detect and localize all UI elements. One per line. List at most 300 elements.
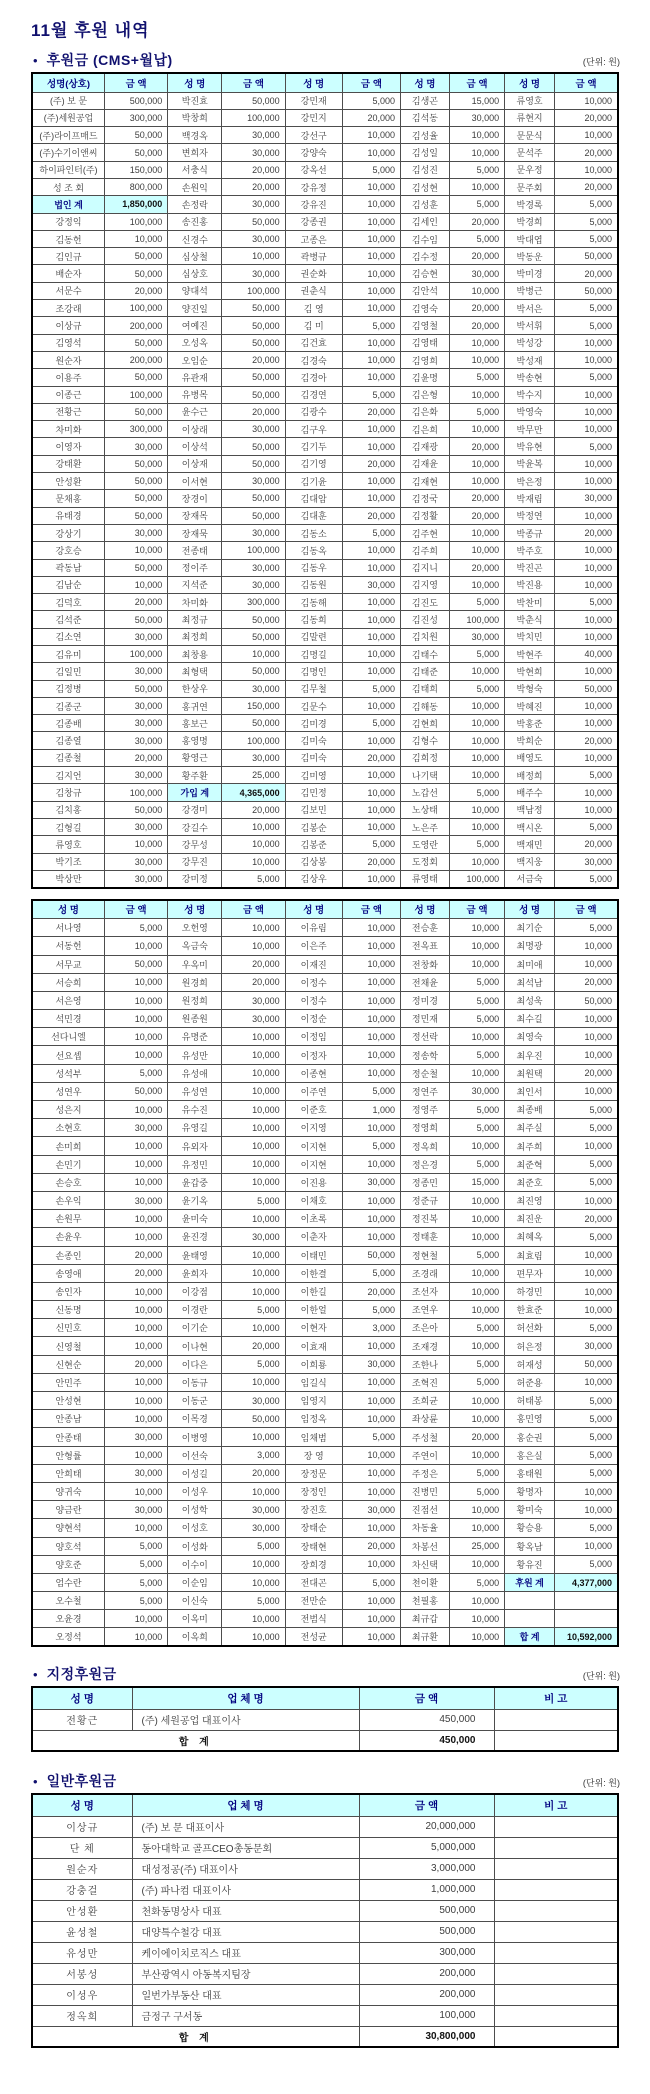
- cell-name: 김형수: [400, 732, 449, 749]
- cell-amount: 10,000: [104, 1137, 167, 1155]
- cell-amount: 10,000: [342, 1373, 400, 1391]
- cell-name: 김동희: [285, 611, 342, 628]
- cell-name: 임길식: [285, 1373, 342, 1391]
- cell-amount: 10,000: [555, 611, 618, 628]
- cell-amount: 10,000: [555, 1264, 618, 1282]
- cell-amount: 10,000: [342, 870, 400, 887]
- cell-name: 정준규: [400, 1191, 449, 1209]
- cell-amount: 50,000: [222, 334, 285, 351]
- cell-name: 이서현: [168, 473, 222, 490]
- cell-name: 심상호: [168, 265, 222, 282]
- cell-name: 김무철: [285, 680, 342, 697]
- cell-amount: 30,000: [104, 767, 167, 784]
- cell-name: 김영태: [400, 334, 449, 351]
- cell-amount: 5,000: [222, 1355, 285, 1373]
- cell-amount: 5,000: [449, 1482, 504, 1500]
- cell-name: 조선자: [400, 1282, 449, 1300]
- cell-name: 원정희: [168, 991, 222, 1009]
- cell-amount: 10,000: [555, 749, 618, 766]
- cell-name: 김동원: [285, 576, 342, 593]
- cell-name: 서동헌: [32, 937, 104, 955]
- cell-amount: 5,000: [555, 1446, 618, 1464]
- cell-name: 김경연: [285, 386, 342, 403]
- cell-amount: 5,000: [104, 1064, 167, 1082]
- cell-name: 이진용: [285, 1173, 342, 1191]
- cell-amount: 10,000: [222, 1028, 285, 1046]
- table-row: [32, 991, 618, 1009]
- cell-name: 최진운: [505, 1210, 555, 1228]
- table-row: [32, 1046, 618, 1064]
- cell-name: 조혁진: [400, 1373, 449, 1391]
- cell-name: 성연우: [32, 1082, 104, 1100]
- cell-amount: 100,000: [222, 732, 285, 749]
- cell-amount: 10,000: [555, 1046, 618, 1064]
- cell-amount: 30,000: [555, 853, 618, 870]
- cell-name: 곽병규: [285, 248, 342, 265]
- cell-name: 이동군: [168, 1392, 222, 1410]
- cell-name: 임영지: [285, 1392, 342, 1410]
- cell-amount: 10,000: [449, 1501, 504, 1519]
- cell-name: 김윤명: [400, 369, 449, 386]
- cell-amount: 10,000: [555, 351, 618, 368]
- cell-amount: 5,000: [449, 1101, 504, 1119]
- cell-amount: 5,000: [555, 317, 618, 334]
- cell-amount: 10,000: [342, 628, 400, 645]
- table-row: [32, 334, 618, 351]
- cell-name: 김 영: [285, 300, 342, 317]
- cell-name: 안성환: [32, 1900, 132, 1921]
- cell-name: 김동우: [285, 559, 342, 576]
- table-row: [32, 818, 618, 835]
- cell-name: 진병민: [400, 1482, 449, 1500]
- cell-amount: 10,000: [342, 1592, 400, 1610]
- table-row: [32, 1963, 618, 1984]
- cell-amount: 5,000: [222, 1191, 285, 1209]
- section-title-general: 일반후원금: [46, 1773, 117, 1790]
- cell-name: 김석준: [32, 611, 104, 628]
- cell-name: 허선화: [505, 1319, 555, 1337]
- cell-amount: 10,000: [449, 1592, 504, 1610]
- cell-amount: 30,000: [342, 1173, 400, 1191]
- cell-name: 이준호: [285, 1101, 342, 1119]
- cell-name: 김말련: [285, 628, 342, 645]
- cell-amount: 50,000: [222, 715, 285, 732]
- cell-company: 대성정공(주) 대표이사: [132, 1858, 359, 1879]
- cell-amount: 5,000: [104, 1573, 167, 1591]
- cell-amount: 10,000: [555, 161, 618, 178]
- cell-name: 천필홍: [400, 1592, 449, 1610]
- column-header: 금 액: [359, 1687, 494, 1709]
- cell-amount: 5,000: [342, 1264, 400, 1282]
- cell-amount: 100,000: [449, 870, 504, 887]
- cell-name: 문문식: [505, 127, 555, 144]
- column-header: 성 명: [505, 73, 555, 92]
- cell-amount: 10,000: [449, 542, 504, 559]
- table-row: [32, 1191, 618, 1209]
- cell-amount2: 450,000: [359, 1709, 494, 1730]
- table-row: [32, 1264, 618, 1282]
- cell-name: 김영철: [400, 317, 449, 334]
- cell-name: 손원익: [168, 178, 222, 195]
- cell-amount: 30,000: [104, 1428, 167, 1446]
- cell-amount: 5,000: [342, 386, 400, 403]
- cell-amount: 30,000: [449, 628, 504, 645]
- cell-name: 이한얼: [285, 1301, 342, 1319]
- table-row: [32, 1446, 618, 1464]
- cell-name: 유성만: [168, 1046, 222, 1064]
- table-row: [32, 1246, 618, 1264]
- cell-name: 손미희: [32, 1137, 104, 1155]
- cell-amount: 20,000: [222, 1464, 285, 1482]
- cell-name: 김명길: [285, 646, 342, 663]
- cell-amount: 5,000: [342, 1301, 400, 1319]
- cell-amount: 5,000: [449, 1046, 504, 1064]
- cell-name: 홍태원: [505, 1464, 555, 1482]
- cell-amount: 20,000: [222, 955, 285, 973]
- cell-amount: 50,000: [222, 92, 285, 109]
- cell-name: 이동규: [168, 1373, 222, 1391]
- cell-name: 성 조 회: [32, 178, 104, 195]
- cell-amount: 5,000: [555, 1392, 618, 1410]
- cell-name: 차봉선: [400, 1537, 449, 1555]
- table-row: [32, 1592, 618, 1610]
- cell-name: 김진도: [400, 594, 449, 611]
- cell-amount: 100,000: [222, 109, 285, 126]
- cell-amount: 20,000: [342, 109, 400, 126]
- cell-name: 김성율: [400, 127, 449, 144]
- cell-name: 나기택: [400, 767, 449, 784]
- cell-amount: 10,000: [449, 1337, 504, 1355]
- cell-name: (주)수기이앤씨: [32, 144, 104, 161]
- cell-amount: 10,000: [449, 473, 504, 490]
- cell-name: 김성일: [400, 144, 449, 161]
- cell-name: 김남순: [32, 576, 104, 593]
- cell-name: 김안석: [400, 282, 449, 299]
- cell-amount: 10,000: [104, 836, 167, 853]
- cell-amount: 20,000: [449, 300, 504, 317]
- cell-amount: 10,592,000: [555, 1628, 618, 1646]
- table-row: [32, 1392, 618, 1410]
- cell-amount: 10,000: [449, 715, 504, 732]
- table-row: [32, 282, 618, 299]
- cell-company: (주) 세원공업 대표이사: [132, 1709, 359, 1730]
- cell-name: 이종현: [285, 1064, 342, 1082]
- cell-amount: 10,000: [555, 628, 618, 645]
- cell-name: 김경아: [285, 369, 342, 386]
- cell-amount: 10,000: [342, 991, 400, 1009]
- column-header: 업 체 명: [132, 1794, 359, 1816]
- cell-amount: 100,000: [104, 300, 167, 317]
- cell-amount: 30,000: [104, 732, 167, 749]
- cell-name: 김광수: [285, 403, 342, 420]
- cell-amount: 20,000: [104, 749, 167, 766]
- cell-name: 장정문: [285, 1464, 342, 1482]
- cell-name: 황옥남: [505, 1537, 555, 1555]
- cell-amount: 10,000: [555, 937, 618, 955]
- cell-amount: 10,000: [222, 937, 285, 955]
- cell-amount: 20,000: [449, 1428, 504, 1446]
- cell-name: 원순자: [32, 1858, 132, 1879]
- cell-name: (주) 보 문: [32, 92, 104, 109]
- cell-name: 유외자: [168, 1137, 222, 1155]
- cell-name: 최혜옥: [505, 1228, 555, 1246]
- cell-name: 전채윤: [400, 973, 449, 991]
- cell-amount: 10,000: [222, 646, 285, 663]
- cell-amount: 10,000: [222, 1373, 285, 1391]
- cell-amount: 10,000: [449, 732, 504, 749]
- cell-name: 정민재: [400, 1010, 449, 1028]
- cell-amount: 10,000: [104, 1392, 167, 1410]
- cell-name: 박재림: [505, 490, 555, 507]
- cell-company: (주) 보 문 대표이사: [132, 1816, 359, 1837]
- cell-name: 김재현: [400, 473, 449, 490]
- cell-amount: 10,000: [222, 1173, 285, 1191]
- cell-amount: [555, 1592, 618, 1610]
- cell-name: 김성진: [400, 161, 449, 178]
- cell-amount: 10,000: [342, 248, 400, 265]
- cell-amount: 200,000: [104, 317, 167, 334]
- header-row: [32, 73, 618, 92]
- cell-amount: 10,000: [222, 1573, 285, 1591]
- cell-name: 김성현: [400, 178, 449, 195]
- table-row: [32, 784, 618, 801]
- table-row: [32, 1210, 618, 1228]
- cell-amount: 10,000: [342, 230, 400, 247]
- cell-amount: 10,000: [104, 1301, 167, 1319]
- cell-name: 유태경: [32, 507, 104, 524]
- table-row: [32, 1519, 618, 1537]
- cell-name: 이순임: [168, 1573, 222, 1591]
- cell-amount: 10,000: [342, 1628, 400, 1646]
- cell-name: 최주희: [505, 1137, 555, 1155]
- cell-name: 최규환: [400, 1628, 449, 1646]
- cell-name: 양금란: [32, 1501, 104, 1519]
- cell-name: 서충식: [168, 161, 222, 178]
- cell-name: 김진성: [400, 611, 449, 628]
- table-row: [32, 1628, 618, 1646]
- cell-name: 홍보근: [168, 715, 222, 732]
- cell-amount: 20,000: [222, 351, 285, 368]
- cell-amount: 5,000: [342, 1428, 400, 1446]
- cell-amount: 150,000: [222, 697, 285, 714]
- cell-name: 유성만: [32, 1942, 132, 1963]
- cell-amount: 30,000: [222, 1501, 285, 1519]
- cell-amount: 30,000: [222, 473, 285, 490]
- cell-amount2: 3,000,000: [359, 1858, 494, 1879]
- cell-name: 법인 계: [32, 196, 104, 213]
- cell-name: 김소연: [32, 628, 104, 645]
- table-row: [32, 749, 618, 766]
- cell-name: 박희순: [505, 732, 555, 749]
- cell-name: 양현석: [32, 1519, 104, 1537]
- cell-amount: 30,000: [104, 853, 167, 870]
- table-row: [32, 576, 618, 593]
- cell-name: 허은정: [505, 1337, 555, 1355]
- cell-amount2: 500,000: [359, 1900, 494, 1921]
- cell-amount: 5,000: [555, 1555, 618, 1573]
- cell-amount: 10,000: [342, 473, 400, 490]
- cell-note: [494, 1900, 618, 1921]
- cell-amount: 10,000: [449, 1392, 504, 1410]
- cell-note: [494, 1816, 618, 1837]
- cell-name: 강선구: [285, 127, 342, 144]
- table-row: [32, 697, 618, 714]
- cell-amount: 10,000: [555, 507, 618, 524]
- cell-amount: 10,000: [342, 594, 400, 611]
- cell-name: 류영태: [400, 870, 449, 887]
- cell-name: 이태민: [285, 1246, 342, 1264]
- cell-amount: 5,000: [449, 991, 504, 1009]
- section-heading-designated: [33, 1667, 620, 1681]
- cell-amount: 10,000: [104, 1155, 167, 1173]
- table-row: [32, 421, 618, 438]
- cell-amount: 50,000: [222, 317, 285, 334]
- cell-amount: 5,000: [342, 524, 400, 541]
- cell-amount: 30,000: [222, 576, 285, 593]
- cell-amount: 10,000: [342, 1392, 400, 1410]
- cell-amount: 10,000: [555, 1282, 618, 1300]
- cell-name: 강충걸: [32, 1879, 132, 1900]
- cell-amount: 10,000: [342, 1155, 400, 1173]
- cell-amount: 10,000: [342, 213, 400, 230]
- table-row: [32, 144, 618, 161]
- cell-name: 최종배: [505, 1101, 555, 1119]
- cell-amount: 10,000: [104, 1628, 167, 1646]
- cell-name: 손우익: [32, 1191, 104, 1209]
- cell-amount2: 300,000: [359, 1942, 494, 1963]
- cell-name: 김경숙: [285, 351, 342, 368]
- cell-amount: 100,000: [222, 282, 285, 299]
- cell-amount: 10,000: [449, 1228, 504, 1246]
- cell-name: 노상태: [400, 801, 449, 818]
- cell-name: 김미영: [285, 767, 342, 784]
- cell-name: 류영호: [505, 92, 555, 109]
- cell-name: 김명인: [285, 663, 342, 680]
- cell-name: 이성학: [168, 1501, 222, 1519]
- cell-amount: 50,000: [104, 611, 167, 628]
- cell-name: 김상우: [285, 870, 342, 887]
- cell-amount: 5,000: [555, 1155, 618, 1173]
- cell-name: 임채범: [285, 1428, 342, 1446]
- cell-amount: 50,000: [222, 386, 285, 403]
- cell-amount: 10,000: [449, 1610, 504, 1628]
- cell-amount: 10,000: [222, 1064, 285, 1082]
- cell-amount: 10,000: [555, 697, 618, 714]
- cell-name: 이상재: [168, 455, 222, 472]
- cell-name: 이병영: [168, 1428, 222, 1446]
- cell-amount: 50,000: [104, 473, 167, 490]
- cell-amount: 10,000: [222, 1610, 285, 1628]
- cell-name: 정옥희: [32, 2005, 132, 2026]
- cell-name: 김종군: [32, 697, 104, 714]
- cell-name: 전황근: [32, 1709, 132, 1730]
- table-row: [32, 386, 618, 403]
- cell-name: 오성옥: [168, 334, 222, 351]
- cell-amount: 100,000: [449, 611, 504, 628]
- cell-amount2: 20,000,000: [359, 1816, 494, 1837]
- cell-note: [494, 1858, 618, 1879]
- cell-name: 전대곤: [285, 1573, 342, 1591]
- cell-amount: 100,000: [104, 386, 167, 403]
- table-row: [32, 1555, 618, 1573]
- cell-name: 주성철: [400, 1428, 449, 1446]
- cell-amount: 10,000: [342, 421, 400, 438]
- cell-amount: 10,000: [342, 767, 400, 784]
- cell-name: 박대엽: [505, 230, 555, 247]
- cell-amount: 5,000: [555, 767, 618, 784]
- column-header: 금 액: [104, 73, 167, 92]
- cell-amount: 30,000: [222, 1392, 285, 1410]
- cell-amount: 10,000: [342, 1119, 400, 1137]
- cell-amount: 10,000: [555, 955, 618, 973]
- cell-amount: 10,000: [449, 955, 504, 973]
- cell-amount: 10,000: [555, 403, 618, 420]
- cell-amount: 10,000: [449, 1028, 504, 1046]
- cell-amount: 30,000: [222, 559, 285, 576]
- cell-name: 김치홍: [32, 801, 104, 818]
- column-header: 성 명: [400, 900, 449, 919]
- cell-name: 백시온: [505, 818, 555, 835]
- cell-amount: 20,000: [555, 265, 618, 282]
- cell-amount: 10,000: [342, 732, 400, 749]
- cell-amount: 10,000: [555, 1246, 618, 1264]
- cell-total-label: 합 계: [32, 2026, 359, 2047]
- cell-note: [494, 2005, 618, 2026]
- cell-name: 강옥선: [285, 161, 342, 178]
- cell-name: 양대석: [168, 282, 222, 299]
- cell-amount: 10,000: [342, 973, 400, 991]
- cell-name: 김 미: [285, 317, 342, 334]
- cell-name: 김태준: [400, 663, 449, 680]
- table-row: [32, 680, 618, 697]
- cell-amount: 10,000: [449, 127, 504, 144]
- cell-amount: 10,000: [222, 1101, 285, 1119]
- cell-name: 신영철: [32, 1337, 104, 1355]
- cell-name: 옥금숙: [168, 937, 222, 955]
- cell-name: 김지언: [32, 767, 104, 784]
- cell-name: 최주실: [505, 1119, 555, 1137]
- cell-name: 박현주: [505, 646, 555, 663]
- cell-amount: 10,000: [449, 853, 504, 870]
- cell-name: 강양숙: [285, 144, 342, 161]
- cell-amount: 5,000: [449, 1155, 504, 1173]
- cell-amount: 5,000: [449, 680, 504, 697]
- cell-amount: 10,000: [104, 1482, 167, 1500]
- cell-amount: 50,000: [104, 507, 167, 524]
- cell-name: 한상우: [168, 680, 222, 697]
- column-header: 금 액: [222, 73, 285, 92]
- cell-name: 김종열: [32, 732, 104, 749]
- cell-amount: 5,000: [555, 369, 618, 386]
- cell-name: 유영길: [168, 1119, 222, 1137]
- cell-amount: 30,000: [222, 1519, 285, 1537]
- cell-name: 정옥희: [400, 1137, 449, 1155]
- cell-note: [494, 1963, 618, 1984]
- cell-amount: 50,000: [104, 127, 167, 144]
- cell-amount: 10,000: [104, 1210, 167, 1228]
- cell-amount: 5,000: [449, 1573, 504, 1591]
- cell-name: 김생곤: [400, 92, 449, 109]
- cell-name: 김정활: [400, 507, 449, 524]
- cell-amount: 50,000: [222, 507, 285, 524]
- cell-amount: 300,000: [104, 109, 167, 126]
- cell-name: 양호준: [32, 1555, 104, 1573]
- table-row: [32, 351, 618, 368]
- section-heading-cms: [33, 53, 620, 67]
- cell-amount: 20,000: [449, 438, 504, 455]
- cell-name: 이지현: [285, 1137, 342, 1155]
- cell-name: 임정옥: [285, 1410, 342, 1428]
